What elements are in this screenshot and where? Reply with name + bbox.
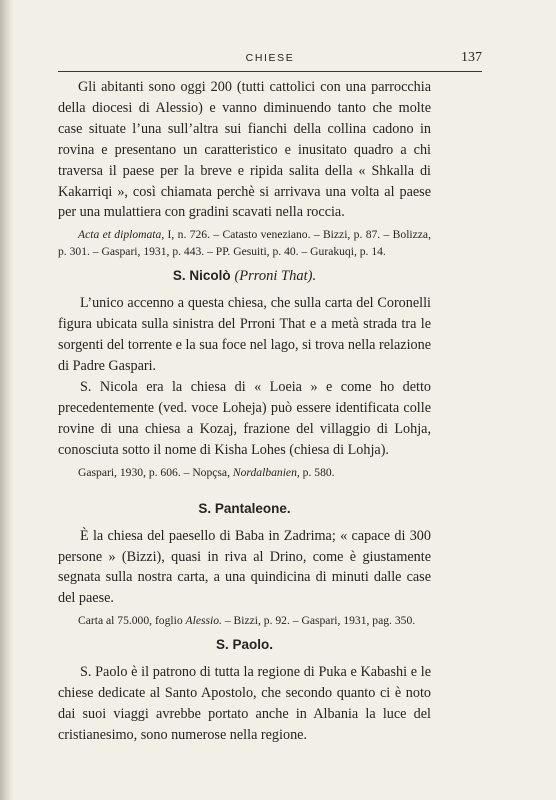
note-text: Gaspari, 1930, p. 606. – Nopçsa,	[78, 465, 233, 479]
paolo-paragraph-1: S. Paolo è il patrono di tutta la regione di Puka e Kabashi e le chiese dedicate al Santo Apostolo, che secondo quanto ci è noto dai suoi viaggi avrebbe portato anche in Albania la luce del cristianesimo, sono numerose nella regione.	[58, 664, 431, 743]
section-heading-s-pantaleone: S. Pantaleone.	[198, 500, 291, 516]
nicolo-paragraph-1: L’unico accenno a questa chiesa, che sulla carta del Coronelli figura ubicata sulla sinistra del Prroni That e a metà strada tra le sorgenti del torrente e la sua foce nel lago, si trova nella relazione di Padre Gaspari.	[58, 295, 431, 375]
note-italic-title: Alessio.	[185, 614, 222, 628]
page-body	[58, 77, 431, 746]
note-text: – Bizzi, p. 92. – Gaspari, 1931, pag. 350.	[221, 614, 416, 628]
note-text: Carta al 75.000, foglio	[78, 614, 186, 628]
note-italic-title: Acta et diplomata,	[78, 228, 165, 242]
section-heading-s-nicolo	[58, 268, 431, 285]
intro-paragraph: Gli abitanti sono oggi 200 (tutti cattolici con una parrocchia della diocesi di Alessio) e vanno diminuendo tanto che molte case situate l’una sull’altra sui fianchi della collina cadono in rovina e presentano un caratteristico e inusitato quadro a chi traversa il paese per la breve e ripida salita della « Shkalla di Kakarriqi », così chiamata perchè si arrivava una volta al paese per una mulattiera con gradini scavati nella roccia.	[58, 79, 431, 221]
heading-subtitle: (Prroni That).	[234, 268, 317, 285]
running-head	[58, 50, 482, 66]
note-italic-title: Nordalbanien,	[232, 465, 300, 479]
pantaleone-paragraph-1: È la chiesa del paesello di Baba in Zadrima; « capace di 300 persone » (Bizzi), quasi in riva al Drino, come è giustamente segnata sulla nostra carta, a una quindicina di minuti dalle case del paese.	[58, 527, 431, 607]
nicolo-paragraph-2: S. Nicola era la chiesa di « Loeia » e come ho detto precedentemente (ved. voce Loheja) può essere identificata colle rovine di una chiesa a Kozaj, frazione del villaggio di Lohja, conosciuta sotto il nome di Kisha Lohes (chiesa di Lohja).	[58, 378, 431, 458]
intro-footnote	[58, 226, 431, 260]
pantaleone-footnote	[58, 612, 431, 629]
note-text: I, n. 726. – Catasto veneziano. – Bizzi, p. 87. – Bolizza, p. 301. – Gaspari, 1931, p. 443. – PP. Gesuiti, p. 40. – Gurakuqi, p. 14.	[58, 228, 431, 259]
page-number: 137	[461, 50, 482, 65]
running-title: CHIESE	[245, 52, 295, 64]
section-heading-s-paolo: S. Paolo.	[215, 637, 273, 653]
header-rule	[58, 71, 482, 72]
page-spine-shadow	[0, 0, 14, 800]
note-text: p. 580.	[299, 465, 335, 479]
heading-title: S. Nicolò	[172, 268, 231, 284]
nicolo-footnote	[58, 464, 431, 481]
